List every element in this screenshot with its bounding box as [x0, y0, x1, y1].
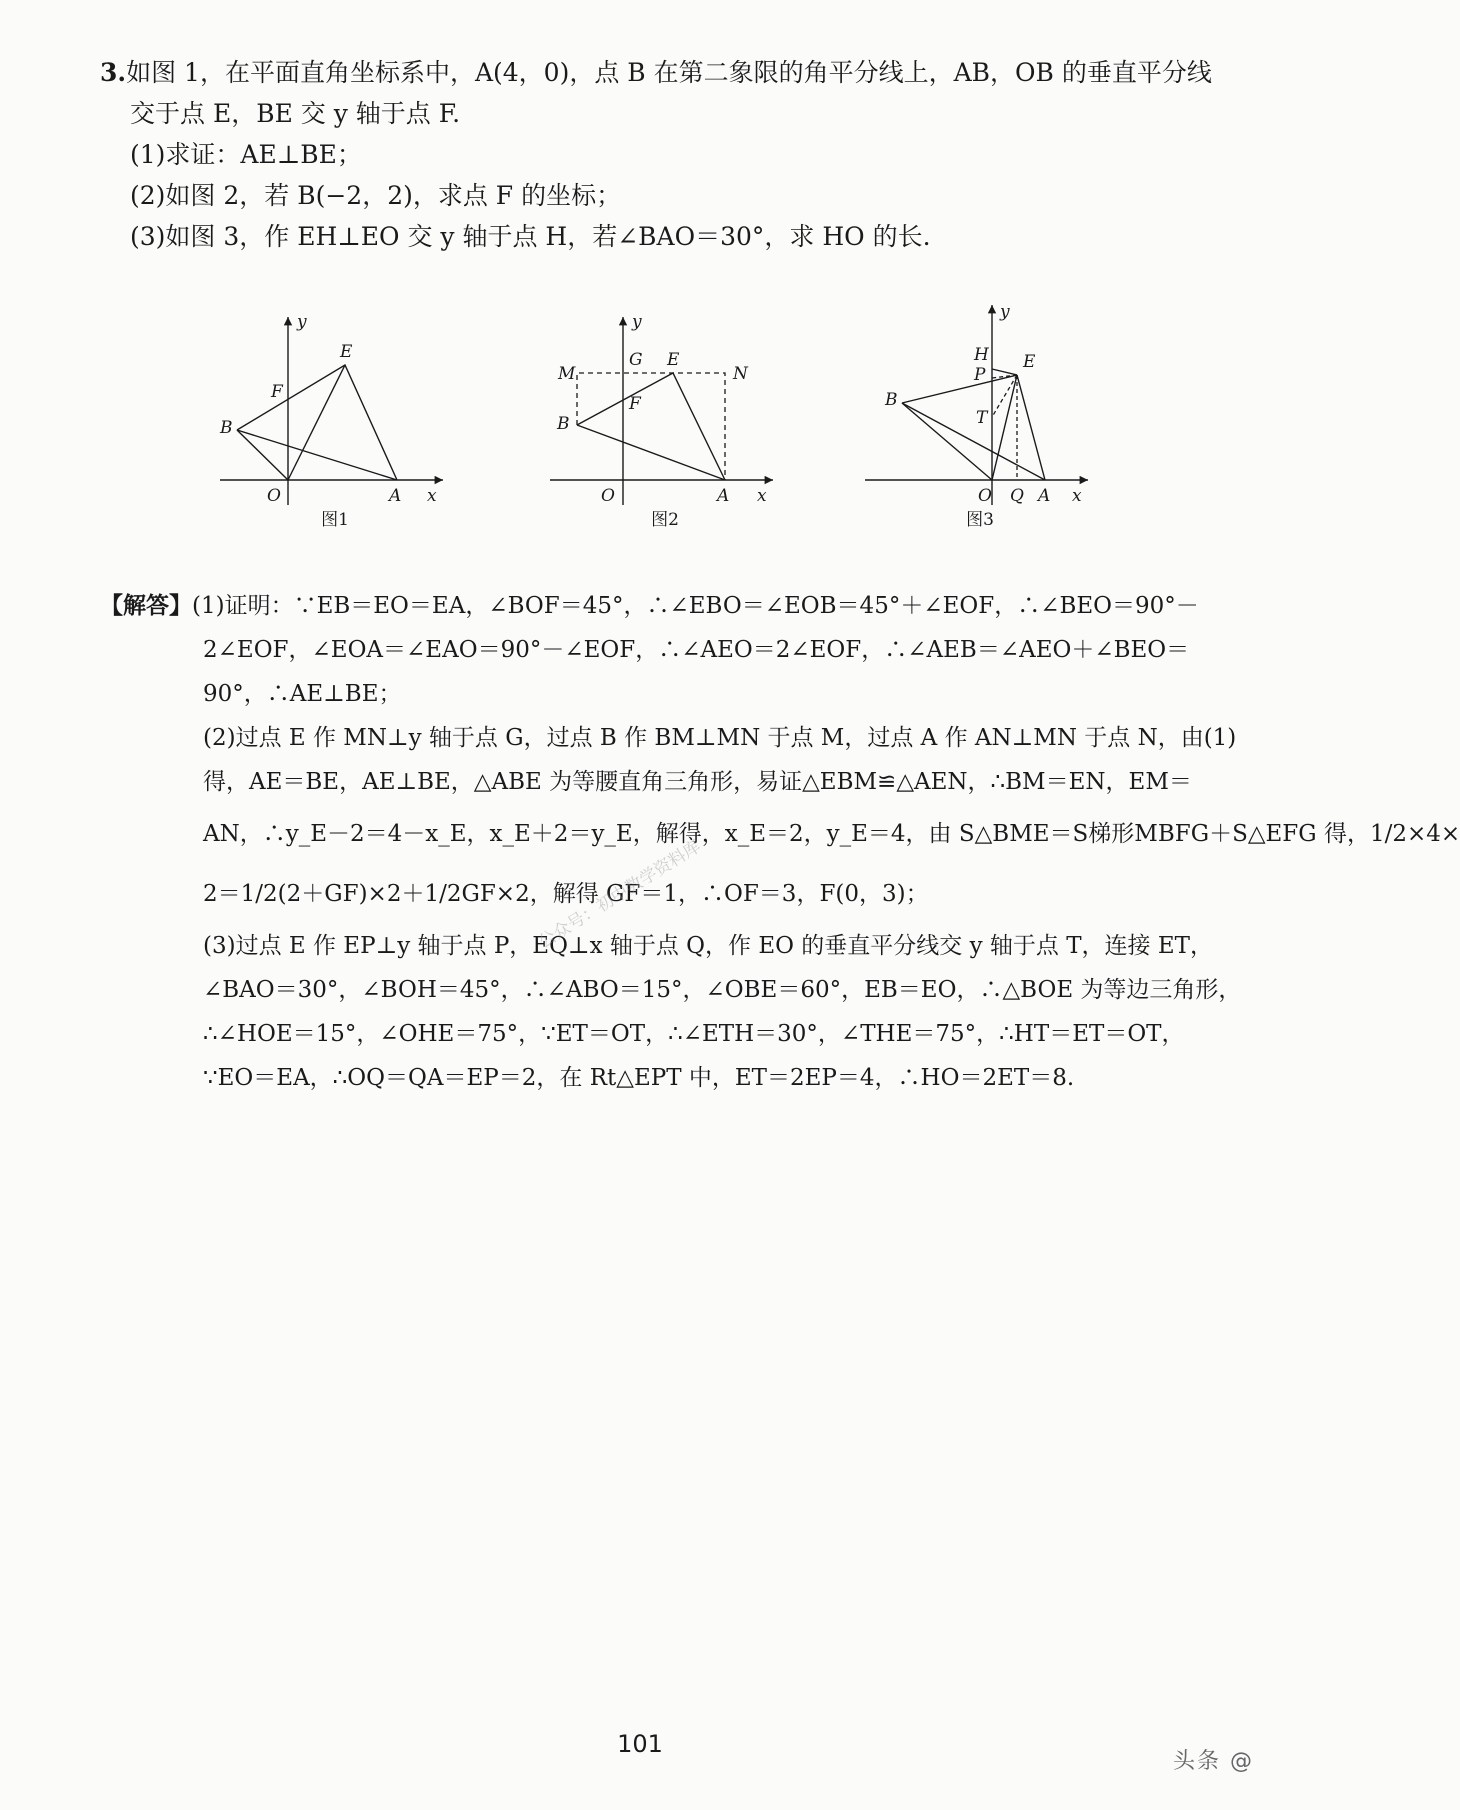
figure-2-diagram	[545, 305, 785, 505]
label-x: x	[427, 486, 437, 506]
label-b: B	[557, 414, 570, 434]
label-g: G	[629, 350, 643, 370]
problem-line-1	[100, 52, 1220, 93]
solution-line-6: AN，∴y_E－2＝4－x_E，x_E＋2＝y_E，解得，x_E＝2，y_E＝4，由 S△BME＝S梯形MBFG＋S△EFG 得，1/2×4×	[203, 821, 1460, 847]
segment-eo	[992, 375, 1017, 480]
label-b: B	[885, 390, 898, 410]
figure-3-diagram	[860, 302, 1100, 506]
problem-number: 3.	[100, 58, 127, 87]
figure-1	[215, 305, 455, 530]
label-x: x	[757, 486, 767, 506]
label-a: A	[1038, 486, 1051, 506]
label-a: A	[389, 486, 402, 506]
figure-1-diagram	[215, 305, 455, 505]
figure-2	[545, 305, 785, 530]
figure-3-caption: 图3	[966, 510, 994, 530]
figure-2-caption: 图2	[651, 510, 679, 530]
problem-part-2: (2)如图 2，若 B(−2，2)，求点 F 的坐标；	[130, 181, 622, 210]
problem-line-2: 交于点 E，BE 交 y 轴于点 F.	[130, 99, 461, 128]
problem-part-3: (3)如图 3，作 EH⊥EO 交 y 轴于点 H，若∠BAO＝30°，求 HO 的长.	[130, 222, 931, 251]
segment-ba	[902, 403, 1045, 480]
label-p: P	[974, 365, 986, 385]
problem-part-1: (1)求证：AE⊥BE；	[130, 140, 362, 169]
segment-et-dashed	[992, 375, 1017, 417]
wechat-watermark-icon: 公众号：初中数学资料库	[535, 836, 705, 953]
solution-line-11: ∵EO＝EA，∴OQ＝QA＝EP＝2，在 Rt△EPT 中，ET＝2EP＝4，∴HO＝2ET＝8.	[203, 1065, 1075, 1091]
label-e: E	[340, 342, 353, 362]
solution-line-10: ∴∠HOE＝15°，∠OHE＝75°，∵ET＝OT，∴∠ETH＝30°，∠THE＝75°，∴HT＝ET＝OT，	[203, 1021, 1185, 1047]
label-o: O	[978, 486, 992, 506]
solution-line-5: 得，AE＝BE，AE⊥BE，△ABE 为等腰直角三角形，易证△EBM≌△AEN，∴BM＝EN，EM＝	[203, 769, 1192, 795]
figure-1-caption: 图1	[321, 510, 349, 530]
solution-line-2: 2∠EOF，∠EOA＝∠EAO＝90°－∠EOF，∴∠AEO＝2∠EOF，∴∠AEB＝∠AEO＋∠BEO＝	[203, 637, 1190, 663]
label-a: A	[717, 486, 730, 506]
triangle-bea	[577, 373, 725, 480]
label-e: E	[667, 350, 680, 370]
label-y: y	[1000, 302, 1010, 322]
corner-watermark: 头条 @	[1173, 1749, 1254, 1774]
label-e: E	[1023, 352, 1036, 372]
figure-3	[860, 302, 1100, 530]
solution-line-9: ∠BAO＝30°，∠BOH＝45°，∴∠ABO＝15°，∠OBE＝60°，EB＝EO，∴△BOE 为等边三角形，	[203, 977, 1242, 1003]
segment-eh	[992, 369, 1017, 375]
problem-text-1: 如图 1，在平面直角坐标系中，A(4，0)，点 B 在第二象限的角平分线上，AB，OB 的垂直平分线	[126, 58, 1212, 87]
label-n: N	[733, 364, 748, 384]
solution-line-4: (2)过点 E 作 MN⊥y 轴于点 G，过点 B 作 BM⊥MN 于点 M，过点 A 作 AN⊥MN 于点 N，由(1)	[203, 725, 1237, 751]
label-y: y	[297, 312, 307, 332]
solution-text-1: (1)证明：∵EB＝EO＝EA，∠BOF＝45°，∴∠EBO＝∠EOB＝45°＋∠EOF，∴∠BEO＝90°－	[192, 593, 1199, 619]
label-h: H	[974, 345, 989, 365]
label-o: O	[601, 486, 615, 506]
solution-line-3: 90°，∴AE⊥BE；	[203, 681, 402, 707]
label-b: B	[220, 418, 233, 438]
label-y: y	[632, 312, 642, 332]
solution-line-1	[100, 584, 1230, 628]
label-q: Q	[1010, 486, 1024, 506]
rectangle-mbna-dashed	[577, 373, 725, 480]
label-f: F	[629, 394, 641, 414]
segment-ea	[1017, 375, 1045, 480]
solution-line-7: 2＝1/2(2＋GF)×2＋1/2GF×2，解得 GF＝1，∴OF＝3，F(0，3)；	[203, 881, 929, 907]
label-f: F	[271, 382, 283, 402]
solution-tag: 【解答】	[100, 592, 192, 619]
problem-statement	[100, 52, 1220, 257]
page-number: 101	[617, 1730, 663, 1758]
label-x: x	[1072, 486, 1082, 506]
segment-be	[902, 375, 1017, 403]
solution-block	[100, 584, 1460, 1100]
solution-line-8: (3)过点 E 作 EP⊥y 轴于点 P，EQ⊥x 轴于点 Q，作 EO 的垂直平分线交 y 轴于点 T，连接 ET，	[203, 933, 1213, 959]
segment-ba	[237, 430, 397, 480]
label-m: M	[558, 364, 576, 384]
label-t: T	[976, 408, 988, 428]
label-o: O	[267, 486, 281, 506]
